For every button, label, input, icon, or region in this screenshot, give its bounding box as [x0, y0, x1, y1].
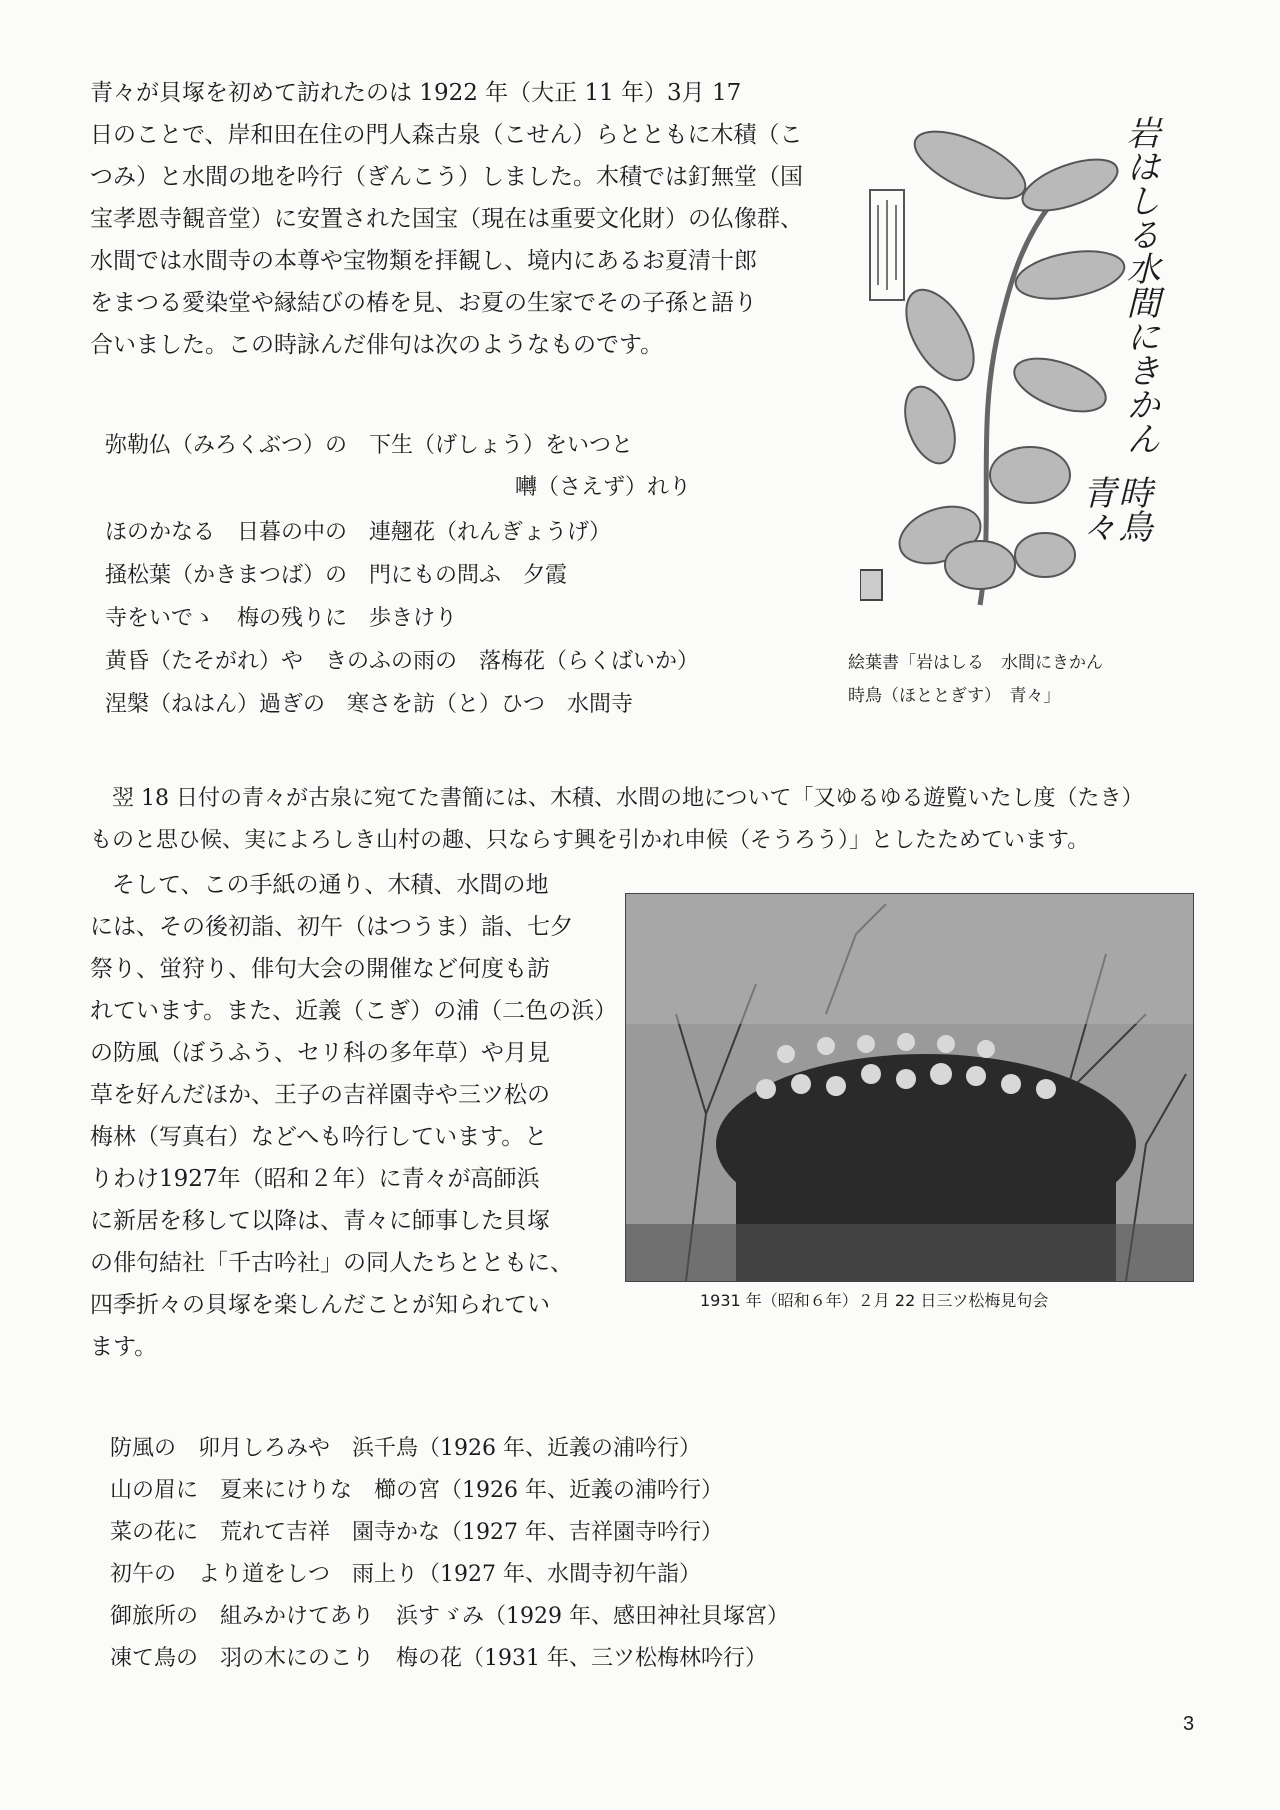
text-line: 翌 18 日付の青々が古泉に宛てた書簡には、木積、水間の地について「又ゆるゆる遊覧いたし度（たき） [112, 786, 1144, 811]
text-line: 梅林（写真右）などへも吟行しています。と [90, 1124, 548, 1150]
text-line: れています。また、近義（こぎ）の浦（二色の浜） [90, 998, 618, 1024]
haiku-line: 御旅所の 組みかけてあり 浜すゞみ（1929 年、感田神社貝塚宮） [110, 1604, 789, 1629]
text-line: をまつる愛染堂や縁結びの椿を見、お夏の生家でその子孫と語り [90, 290, 757, 316]
postcard-illustration [860, 95, 1160, 635]
text-line: 合いました。この時詠んだ俳句は次のようなものです。 [90, 332, 664, 358]
haiku-line: 涅槃（ねはん）過ぎの 寒さを訪（と）ひつ 水間寺 [105, 692, 634, 717]
text-line: りわけ1927年（昭和２年）に青々が高師浜 [90, 1166, 540, 1192]
text-line: 宝孝恩寺観音堂）に安置された国宝（現在は重要文化財）の仏像群、 [90, 206, 803, 232]
haiku-line: 防風の 卯月しろみや 浜千鳥（1926 年、近義の浦吟行） [110, 1436, 701, 1461]
haiku-line: 菜の花に 荒れて吉祥 園寺かな（1927 年、吉祥園寺吟行） [110, 1520, 723, 1545]
photo-caption: 1931 年（昭和６年）２月 22 日三ツ松梅見句会 [700, 1291, 1049, 1310]
group-photo [625, 893, 1194, 1282]
haiku-line: 凍て鳥の 羽の木にのこり 梅の花（1931 年、三ツ松梅林吟行） [110, 1646, 767, 1671]
calligraphy-column: 岩はしる水間にきかん [1120, 115, 1160, 455]
haiku-line: 弥勒仏（みろくぶつ）の 下生（げしょう）をいつと [105, 433, 634, 458]
text-line: 祭り、蛍狩り、俳句大会の開催など何度も訪 [90, 956, 550, 982]
postcard-caption: 時鳥（ほととぎす） 青々」 [848, 686, 1061, 706]
haiku-line: 掻松葉（かきまつば）の 門にもの問ふ 夕霞 [105, 563, 568, 588]
text-line: の俳句結社「千古吟社」の同人たちとともに、 [90, 1250, 573, 1276]
haiku-line: ほのかなる 日暮の中の 連翹花（れんぎょうげ） [105, 520, 612, 545]
calligraphy-column: 時鳥 青々 [1076, 475, 1152, 577]
text-line: 四季折々の貝塚を楽しんだことが知られてい [90, 1292, 550, 1318]
text-line: に新居を移して以降は、青々に師事した貝塚 [90, 1208, 550, 1234]
page-number: 3 [1183, 1713, 1195, 1735]
later-paragraph [90, 864, 618, 1368]
letter-paragraph [90, 778, 1200, 862]
intro-paragraph [90, 72, 810, 366]
text-line: 草を好んだほか、王子の吉祥園寺や三ツ松の [90, 1082, 550, 1108]
haiku-line: 初午の より道をしつ 雨上り（1927 年、水間寺初午詣） [110, 1562, 701, 1587]
haiku-line: 寺をいでゝ 梅の残りに 歩きけり [105, 606, 458, 631]
text-line: 日のことで、岸和田在住の門人森古泉（こせん）らとともに木積（こ [90, 122, 803, 148]
photo-image [626, 894, 1193, 1281]
haiku-line: 囀（さえず）れり [515, 475, 692, 500]
text-line: そして、この手紙の通り、木積、水間の地 [112, 872, 549, 898]
text-line: つみ）と水間の地を吟行（ぎんこう）しました。木積では釘無堂（国 [90, 164, 803, 190]
haiku-line: 山の眉に 夏来にけりな 櫛の宮（1926 年、近義の浦吟行） [110, 1478, 723, 1503]
haiku-line: 黄昏（たそがれ）や きのふの雨の 落梅花（らくばいか） [105, 649, 700, 674]
text-line: 青々が貝塚を初めて訪れたのは 1922 年（大正 11 年）3月 17 [90, 80, 742, 106]
text-line: ます。 [90, 1334, 158, 1360]
postcard-caption: 絵葉書「岩はしる 水間にきかん [848, 653, 1103, 673]
text-line: には、その後初詣、初午（はつうま）詣、七夕 [90, 914, 573, 940]
haiku-list [110, 1428, 1010, 1680]
text-line: の防風（ぼうふう、セリ科の多年草）や月見 [90, 1040, 550, 1066]
text-line: 水間では水間寺の本尊や宝物類を拝観し、境内にあるお夏清十郎 [90, 248, 757, 274]
text-line: ものと思ひ候、実によろしき山村の趣、只ならす興を引かれ申候（そうろう）」としたためています。 [90, 828, 1090, 853]
